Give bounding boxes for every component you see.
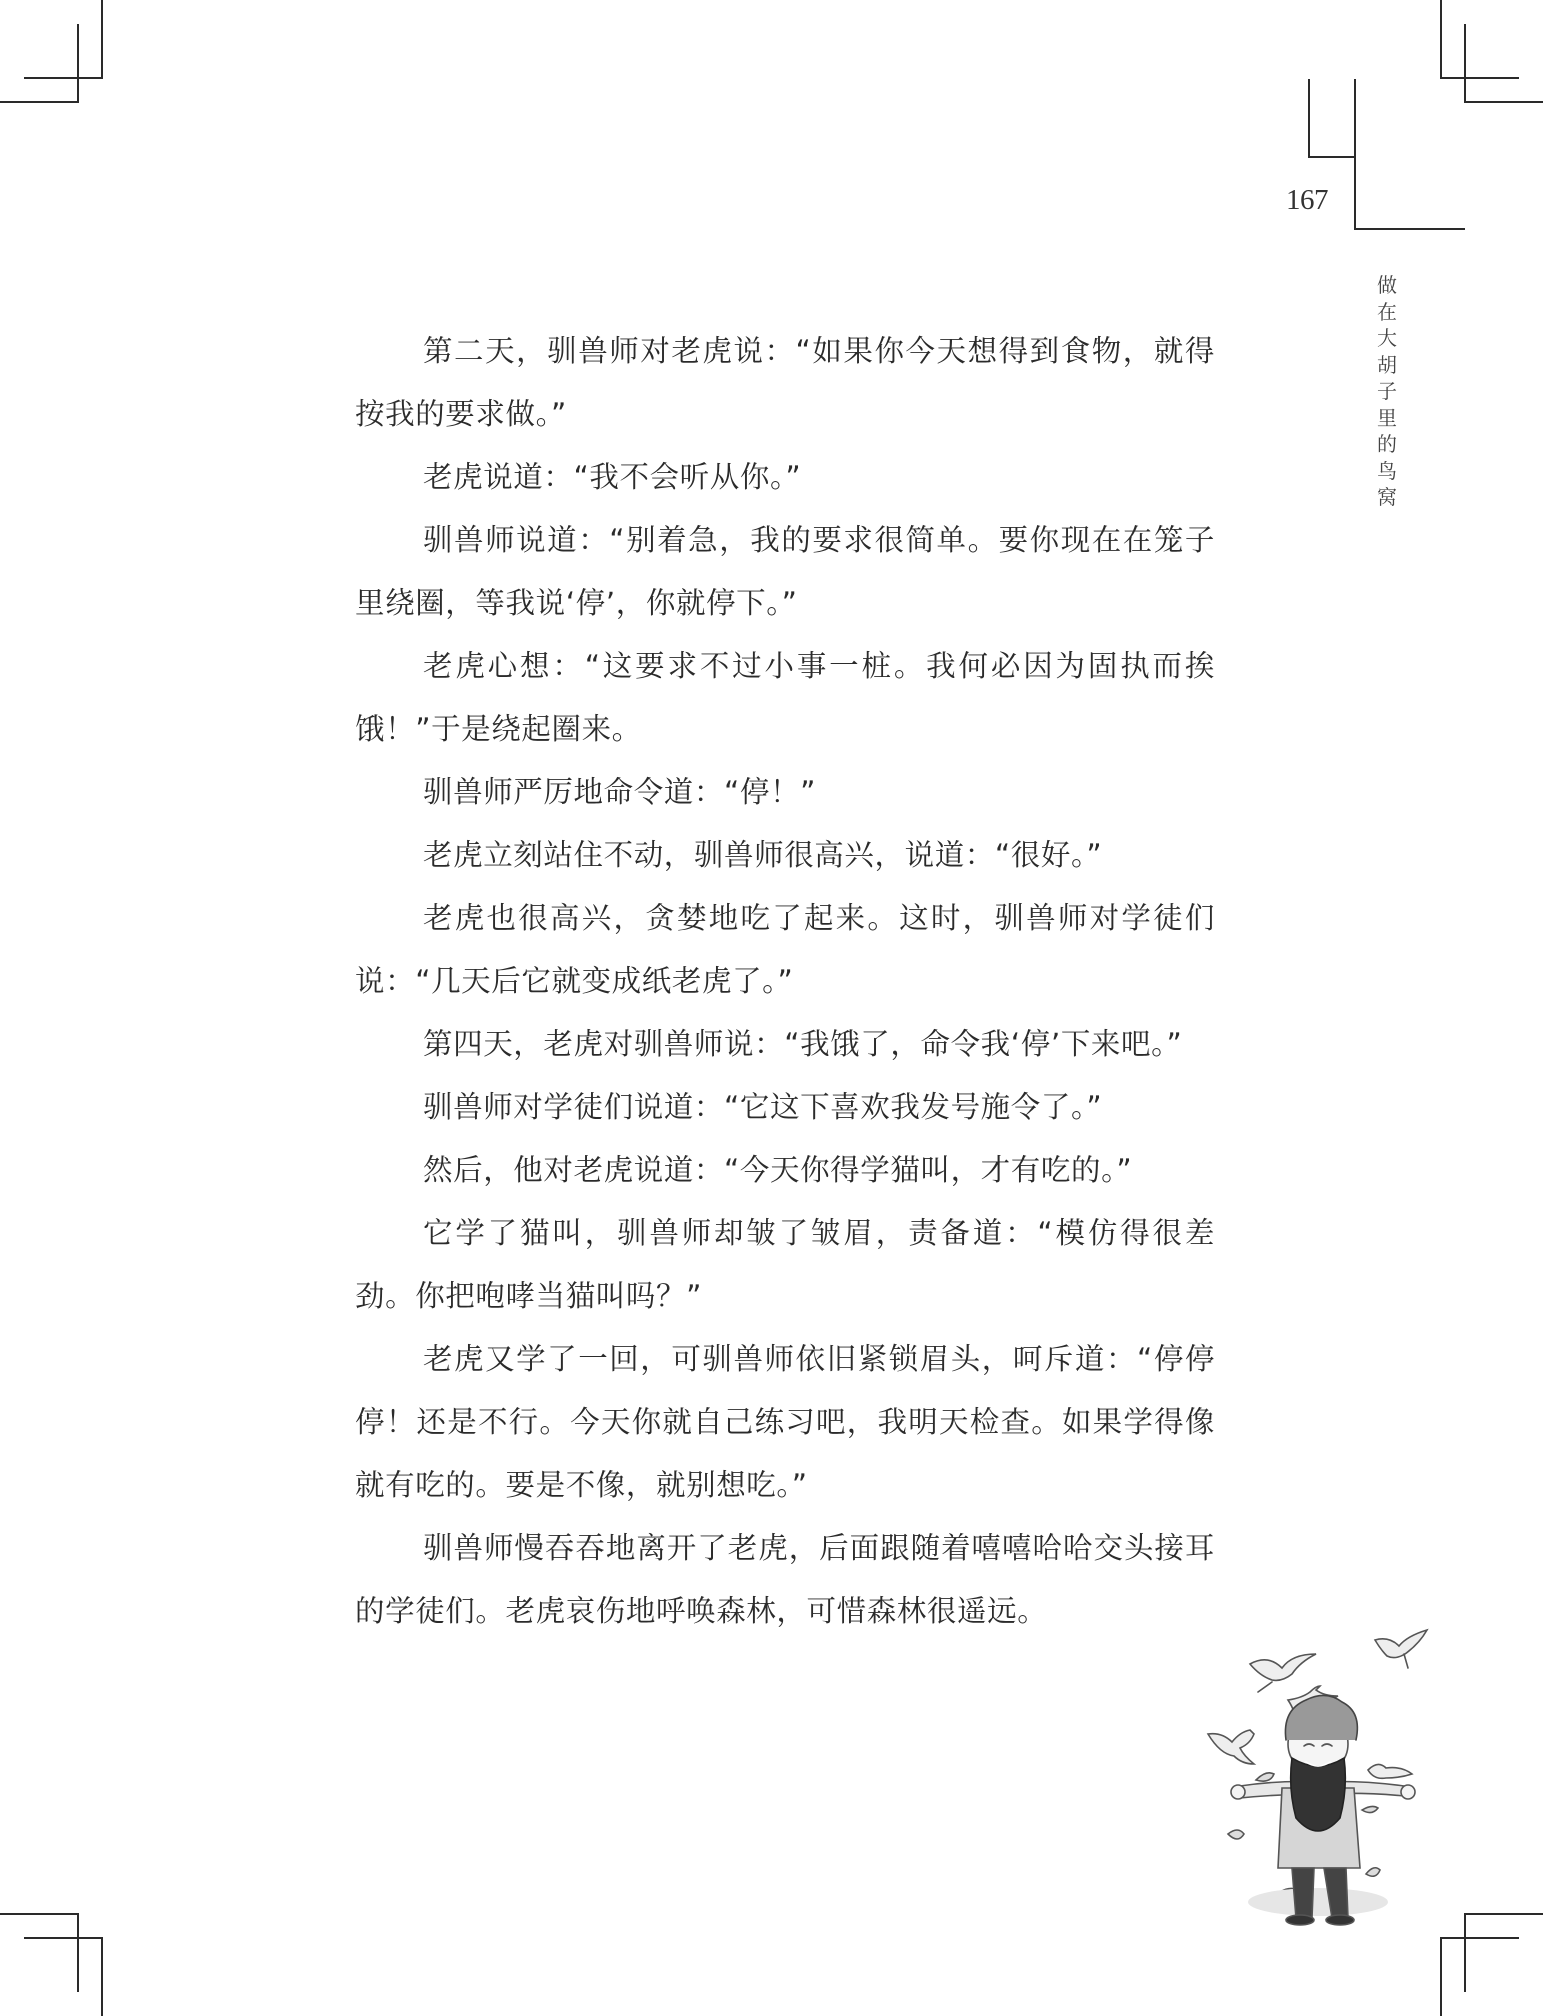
crop-mark-top-right bbox=[1464, 24, 1466, 103]
page-number: 167 bbox=[1286, 184, 1328, 216]
header-rule bbox=[1354, 228, 1465, 230]
paragraph: 驯兽师慢吞吞地离开了老虎，后面跟随着嘻嘻哈哈交头接耳的学徒们。老虎哀伤地呼唤森林，可惜森林很遥远。 bbox=[355, 1531, 1215, 1628]
paragraph: 它学了猫叫，驯兽师却皱了皱眉，责备道：“模仿得很差劲。你把咆哮当猫叫吗？” bbox=[355, 1216, 1215, 1313]
crop-mark-bottom-left bbox=[24, 1937, 103, 1939]
running-head-char: 里 bbox=[1377, 405, 1397, 430]
paragraph: 驯兽师对学徒们说道：“它这下喜欢我发号施令了。” bbox=[423, 1090, 1103, 1124]
paragraph: 老虎立刻站住不动，驯兽师很高兴，说道：“很好。” bbox=[423, 838, 1103, 872]
bird-icon bbox=[1375, 1630, 1427, 1668]
crop-mark-top-left bbox=[24, 77, 103, 79]
header-rule bbox=[1354, 79, 1356, 230]
running-head-char: 在 bbox=[1377, 299, 1397, 324]
crop-mark-bottom-left bbox=[77, 1913, 79, 1992]
paragraph: 老虎说道：“我不会听从你。” bbox=[423, 460, 802, 494]
running-head-char: 做 bbox=[1377, 273, 1397, 297]
body-text bbox=[355, 320, 1215, 1643]
crop-mark-bottom-right bbox=[1440, 1937, 1519, 1939]
header-rule bbox=[1308, 156, 1355, 158]
bird-icon bbox=[1208, 1730, 1254, 1764]
paragraph: 老虎也很高兴，贪婪地吃了起来。这时，驯兽师对学徒们说：“几天后它就变成纸老虎了。” bbox=[355, 901, 1215, 998]
running-head-char: 大 bbox=[1377, 326, 1397, 350]
header-rule bbox=[1308, 79, 1310, 157]
crop-mark-top-left bbox=[77, 24, 79, 103]
crop-mark-top-right bbox=[1440, 77, 1519, 79]
crop-mark-bottom-right bbox=[1464, 1913, 1543, 1915]
running-head-char: 胡 bbox=[1377, 352, 1397, 377]
paragraph: 老虎又学了一回，可驯兽师依旧紧锁眉头，呵斥道：“停停停！还是不行。今天你就自己练习吧，我明天检查。如果学得像就有吃的。要是不像，就别想吃。” bbox=[355, 1342, 1215, 1502]
paragraph: 老虎心想：“这要求不过小事一桩。我何必因为固执而挨饿！”于是绕起圈来。 bbox=[355, 649, 1215, 746]
crop-mark-top-right bbox=[1440, 0, 1442, 79]
bird-icon bbox=[1368, 1764, 1412, 1778]
paragraph: 第二天，驯兽师对老虎说：“如果你今天想得到食物，就得按我的要求做。” bbox=[355, 334, 1215, 431]
crop-mark-top-left bbox=[101, 0, 103, 79]
running-head-char: 窝 bbox=[1377, 485, 1397, 509]
bird-icon bbox=[1250, 1654, 1316, 1692]
crop-mark-bottom-left bbox=[101, 1937, 103, 2016]
paragraph: 驯兽师严厉地命令道：“停！” bbox=[423, 775, 816, 809]
running-head-char: 的 bbox=[1377, 432, 1397, 456]
bearded-man-with-birds-illustration bbox=[1212, 1612, 1432, 1932]
crop-mark-bottom-left bbox=[0, 1913, 79, 1915]
running-head-char: 子 bbox=[1377, 379, 1397, 403]
crop-mark-top-left bbox=[0, 101, 79, 103]
paragraph: 驯兽师说道：“别着急，我的要求很简单。要你现在在笼子里绕圈，等我说‘停’，你就停下。” bbox=[355, 523, 1215, 620]
crop-mark-top-right bbox=[1464, 101, 1543, 103]
running-head bbox=[1372, 272, 1402, 511]
crop-mark-bottom-right bbox=[1440, 1937, 1442, 2016]
paragraph: 然后，他对老虎说道：“今天你得学猫叫，才有吃的。” bbox=[423, 1153, 1133, 1187]
running-head-char: 鸟 bbox=[1377, 458, 1397, 483]
paragraph: 第四天，老虎对驯兽师说：“我饿了，命令我‘停’下来吧。” bbox=[423, 1027, 1183, 1061]
crop-mark-bottom-right bbox=[1464, 1913, 1466, 1992]
